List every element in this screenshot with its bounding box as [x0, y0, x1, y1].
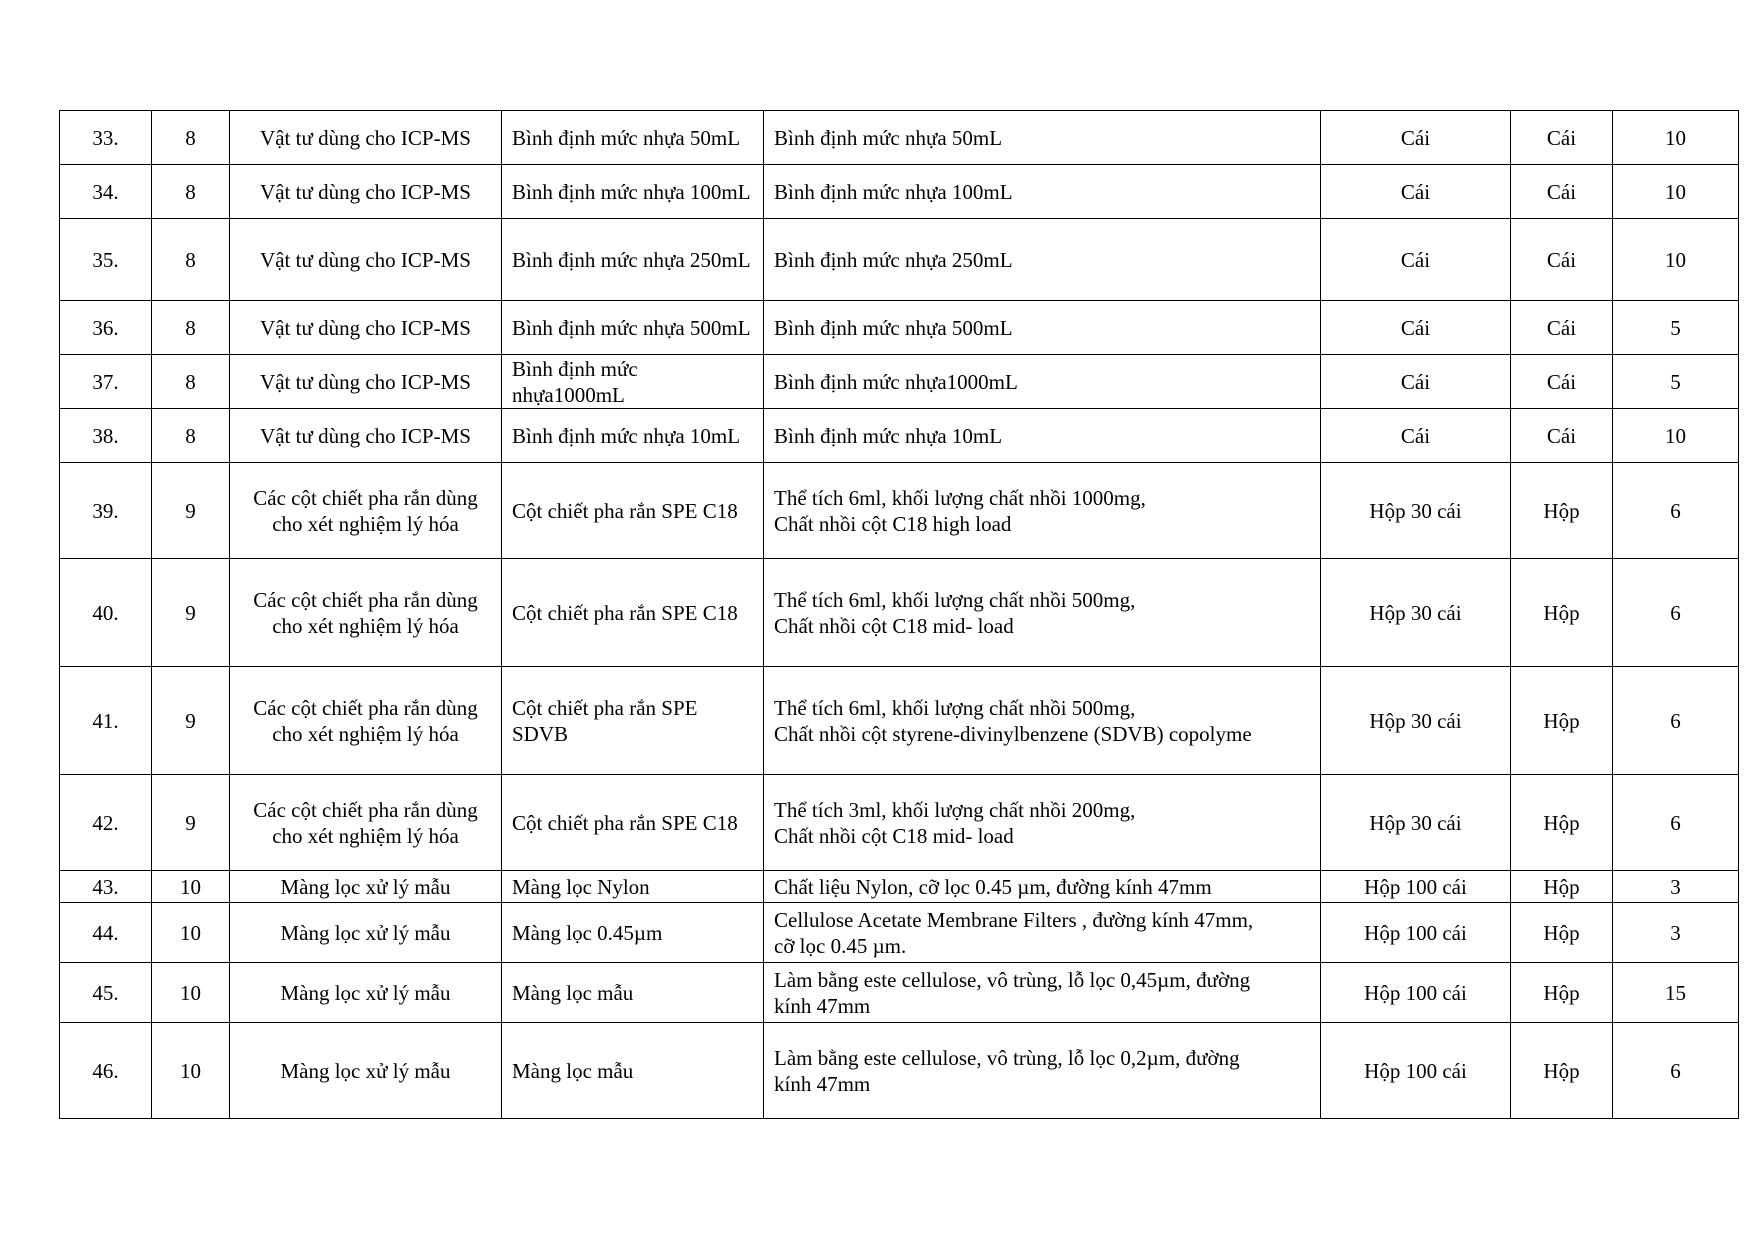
category-cell: Màng lọc xử lý mẫu	[230, 963, 502, 1023]
specification-line: Thể tích 6ml, khối lượng chất nhồi 500mg,	[774, 587, 1136, 612]
table-row	[60, 111, 1739, 165]
row-number-cell: 46.	[60, 1023, 152, 1119]
item-name-cell: Màng lọc Nylon	[502, 871, 764, 903]
row-number-cell: 35.	[60, 219, 152, 301]
unit-cell: Hộp	[1511, 963, 1613, 1023]
row-number-cell: 45.	[60, 963, 152, 1023]
specification-cell	[764, 1023, 1321, 1119]
unit-cell: Hộp	[1511, 463, 1613, 559]
specification-line: Bình định mức nhựa 10mL	[774, 423, 1003, 448]
quantity-cell: 6	[1613, 775, 1739, 871]
category-cell: Màng lọc xử lý mẫu	[230, 903, 502, 963]
specification-cell	[764, 355, 1321, 409]
row-number-cell: 34.	[60, 165, 152, 219]
quantity-cell: 5	[1613, 301, 1739, 355]
specification-cell	[764, 409, 1321, 463]
category-cell: Vật tư dùng cho ICP-MS	[230, 355, 502, 409]
group-number-cell: 8	[152, 355, 230, 409]
quantity-cell: 3	[1613, 903, 1739, 963]
quantity-cell: 3	[1613, 871, 1739, 903]
row-number-cell: 38.	[60, 409, 152, 463]
packing-cell: Cái	[1321, 301, 1511, 355]
table-row	[60, 871, 1739, 903]
packing-cell: Hộp 100 cái	[1321, 903, 1511, 963]
row-number-cell: 37.	[60, 355, 152, 409]
unit-cell: Cái	[1511, 355, 1613, 409]
specification-line: cỡ lọc 0.45 µm.	[774, 933, 907, 958]
group-number-cell: 8	[152, 165, 230, 219]
table-row	[60, 409, 1739, 463]
packing-cell: Cái	[1321, 165, 1511, 219]
group-number-cell: 10	[152, 871, 230, 903]
packing-cell: Hộp 100 cái	[1321, 963, 1511, 1023]
row-number-cell: 41.	[60, 667, 152, 775]
table-body	[60, 111, 1739, 1119]
table-row	[60, 903, 1739, 963]
category-cell: Vật tư dùng cho ICP-MS	[230, 301, 502, 355]
specification-line: Chất nhồi cột styrene-divinylbenzene (SDVB) copolyme	[774, 721, 1252, 746]
group-number-cell: 8	[152, 409, 230, 463]
specification-line: kính 47mm	[774, 993, 871, 1018]
packing-cell: Hộp 100 cái	[1321, 1023, 1511, 1119]
specification-line: Thể tích 6ml, khối lượng chất nhồi 1000mg,	[774, 485, 1146, 510]
row-number-cell: 36.	[60, 301, 152, 355]
packing-cell: Cái	[1321, 219, 1511, 301]
category-cell: Các cột chiết pha rắn dùng cho xét nghiệm lý hóa	[230, 463, 502, 559]
specification-cell	[764, 559, 1321, 667]
quantity-cell: 6	[1613, 1023, 1739, 1119]
supplies-table	[59, 110, 1739, 1119]
packing-cell: Hộp 30 cái	[1321, 667, 1511, 775]
item-name-cell: Bình định mức nhựa 50mL	[502, 111, 764, 165]
unit-cell: Hộp	[1511, 667, 1613, 775]
group-number-cell: 9	[152, 463, 230, 559]
specification-line: Chất liệu Nylon, cỡ lọc 0.45 µm, đường kính 47mm	[774, 874, 1212, 899]
specification-line: Cellulose Acetate Membrane Filters , đường kính 47mm,	[774, 907, 1254, 932]
group-number-cell: 8	[152, 301, 230, 355]
specification-cell	[764, 667, 1321, 775]
unit-cell: Hộp	[1511, 871, 1613, 903]
specification-line: Bình định mức nhựa1000mL	[774, 369, 1018, 394]
unit-cell: Cái	[1511, 219, 1613, 301]
quantity-cell: 10	[1613, 165, 1739, 219]
category-cell: Vật tư dùng cho ICP-MS	[230, 219, 502, 301]
unit-cell: Cái	[1511, 409, 1613, 463]
specification-line: Bình định mức nhựa 100mL	[774, 179, 1013, 204]
specification-line: Thể tích 6ml, khối lượng chất nhồi 500mg,	[774, 695, 1136, 720]
group-number-cell: 9	[152, 559, 230, 667]
unit-cell: Hộp	[1511, 1023, 1613, 1119]
unit-cell: Hộp	[1511, 903, 1613, 963]
specification-line: Thể tích 3ml, khối lượng chất nhồi 200mg,	[774, 797, 1136, 822]
quantity-cell: 5	[1613, 355, 1739, 409]
quantity-cell: 6	[1613, 667, 1739, 775]
unit-cell: Hộp	[1511, 775, 1613, 871]
unit-cell: Cái	[1511, 165, 1613, 219]
specification-cell	[764, 903, 1321, 963]
item-name-cell: Bình định mức nhựa 10mL	[502, 409, 764, 463]
packing-cell: Hộp 30 cái	[1321, 775, 1511, 871]
specification-line: Làm bằng este cellulose, vô trùng, lỗ lọc 0,45µm, đường	[774, 967, 1251, 992]
group-number-cell: 10	[152, 1023, 230, 1119]
table-row	[60, 165, 1739, 219]
document-page	[59, 110, 1738, 1119]
item-name-cell: Màng lọc mẫu	[502, 1023, 764, 1119]
item-name-cell: Màng lọc mẫu	[502, 963, 764, 1023]
quantity-cell: 10	[1613, 111, 1739, 165]
specification-line: Làm bằng este cellulose, vô trùng, lỗ lọc 0,2µm, đường	[774, 1045, 1240, 1070]
row-number-cell: 40.	[60, 559, 152, 667]
category-cell: Màng lọc xử lý mẫu	[230, 1023, 502, 1119]
specification-cell	[764, 219, 1321, 301]
quantity-cell: 10	[1613, 409, 1739, 463]
item-name-cell: Bình định mức nhựa 100mL	[502, 165, 764, 219]
specification-line: Chất nhồi cột C18 mid- load	[774, 613, 1014, 638]
item-name-cell: Bình định mức nhựa1000mL	[502, 355, 764, 409]
table-row	[60, 355, 1739, 409]
specification-cell	[764, 165, 1321, 219]
table-row	[60, 963, 1739, 1023]
specification-cell	[764, 301, 1321, 355]
specification-line: kính 47mm	[774, 1071, 871, 1096]
specification-line: Bình định mức nhựa 250mL	[774, 247, 1013, 272]
specification-cell	[764, 963, 1321, 1023]
specification-cell	[764, 775, 1321, 871]
category-cell: Các cột chiết pha rắn dùng cho xét nghiệm lý hóa	[230, 667, 502, 775]
packing-cell: Cái	[1321, 111, 1511, 165]
item-name-cell: Cột chiết pha rắn SPE C18	[502, 775, 764, 871]
category-cell: Màng lọc xử lý mẫu	[230, 871, 502, 903]
quantity-cell: 6	[1613, 559, 1739, 667]
table-row	[60, 667, 1739, 775]
category-cell: Vật tư dùng cho ICP-MS	[230, 409, 502, 463]
category-cell: Vật tư dùng cho ICP-MS	[230, 165, 502, 219]
quantity-cell: 15	[1613, 963, 1739, 1023]
row-number-cell: 42.	[60, 775, 152, 871]
table-row	[60, 219, 1739, 301]
specification-line: Chất nhồi cột C18 high load	[774, 511, 1012, 536]
item-name-cell: Màng lọc 0.45µm	[502, 903, 764, 963]
packing-cell: Hộp 30 cái	[1321, 463, 1511, 559]
packing-cell: Cái	[1321, 409, 1511, 463]
row-number-cell: 44.	[60, 903, 152, 963]
unit-cell: Hộp	[1511, 559, 1613, 667]
category-cell: Vật tư dùng cho ICP-MS	[230, 111, 502, 165]
group-number-cell: 8	[152, 219, 230, 301]
group-number-cell: 8	[152, 111, 230, 165]
specification-cell	[764, 871, 1321, 903]
item-name-cell: Bình định mức nhựa 250mL	[502, 219, 764, 301]
group-number-cell: 10	[152, 963, 230, 1023]
table-row	[60, 775, 1739, 871]
packing-cell: Cái	[1321, 355, 1511, 409]
table-row	[60, 1023, 1739, 1119]
group-number-cell: 9	[152, 667, 230, 775]
unit-cell: Cái	[1511, 301, 1613, 355]
row-number-cell: 43.	[60, 871, 152, 903]
quantity-cell: 10	[1613, 219, 1739, 301]
specification-line: Chất nhồi cột C18 mid- load	[774, 823, 1014, 848]
category-cell: Các cột chiết pha rắn dùng cho xét nghiệm lý hóa	[230, 559, 502, 667]
table-row	[60, 463, 1739, 559]
unit-cell: Cái	[1511, 111, 1613, 165]
specification-cell	[764, 463, 1321, 559]
table-row	[60, 559, 1739, 667]
packing-cell: Hộp 30 cái	[1321, 559, 1511, 667]
item-name-cell: Bình định mức nhựa 500mL	[502, 301, 764, 355]
packing-cell: Hộp 100 cái	[1321, 871, 1511, 903]
specification-line: Bình định mức nhựa 50mL	[774, 125, 1003, 150]
table-row	[60, 301, 1739, 355]
group-number-cell: 9	[152, 775, 230, 871]
specification-cell	[764, 111, 1321, 165]
quantity-cell: 6	[1613, 463, 1739, 559]
row-number-cell: 39.	[60, 463, 152, 559]
item-name-cell: Cột chiết pha rắn SPE C18	[502, 559, 764, 667]
specification-line: Bình định mức nhựa 500mL	[774, 315, 1013, 340]
item-name-cell: Cột chiết pha rắn SPE C18	[502, 463, 764, 559]
group-number-cell: 10	[152, 903, 230, 963]
category-cell: Các cột chiết pha rắn dùng cho xét nghiệm lý hóa	[230, 775, 502, 871]
item-name-cell: Cột chiết pha rắn SPE SDVB	[502, 667, 764, 775]
row-number-cell: 33.	[60, 111, 152, 165]
